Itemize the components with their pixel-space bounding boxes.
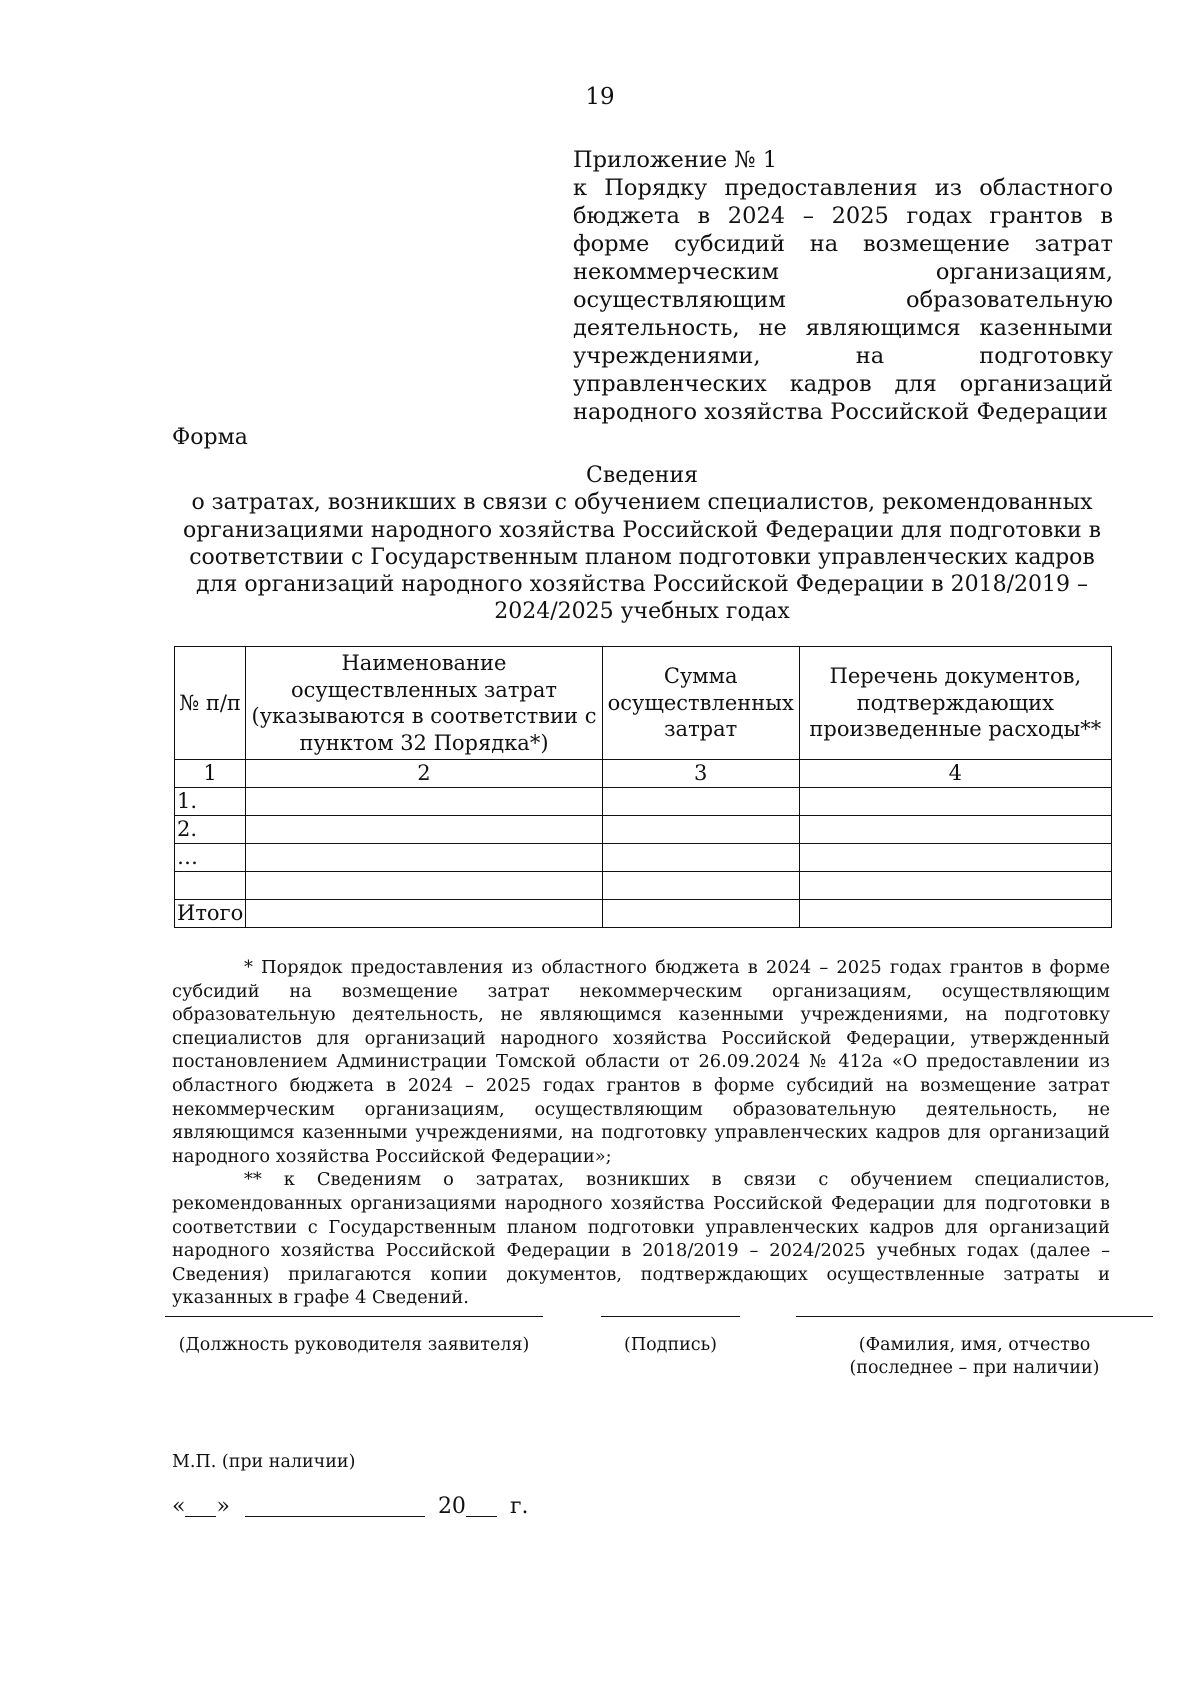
caption-signature: (Подпись) [624,1335,717,1355]
table-cell [799,900,1111,928]
document-heading [172,462,1112,626]
header-number: № п/п [175,647,246,760]
table-row [175,844,1112,872]
form-label: Форма [172,425,248,450]
header-cost-sum: Сумма осуществленных затрат [602,647,799,760]
date-year-prefix: 20 [437,1494,466,1519]
table-cell [799,816,1111,844]
appendix-title: Приложение № 1 [573,147,778,173]
table-cell [602,816,799,844]
column-number: 1 [175,760,246,788]
caption-name-line-2: (последнее – при наличии) [849,1358,1100,1378]
table-cell: 1. [175,788,246,816]
table-total-row [175,900,1112,928]
caption-name-line-1: (Фамилия, имя, отчество [858,1335,1091,1355]
table-cell [602,900,799,928]
table-row [175,872,1112,900]
caption-position: (Должность руководителя заявителя) [178,1335,530,1355]
date-year-blank[interactable] [466,1494,497,1517]
table-cell: Итого [175,900,246,928]
signature-line-signature [601,1316,740,1317]
footnotes [172,956,1110,1310]
table-cell [799,844,1111,872]
table-cell [246,900,603,928]
table-cell [602,844,799,872]
footnote-1: * Порядок предоставления из областного бюджета в 2024 – 2025 годах грантов в форме субсидий на возмещение затрат некоммерческим организациям, осуществляющим образовательную деятельность, не являющимся казенными учреждениями, на подготовку специалистов для организаций народного хозяйства Российской Федерации, утвержденный постановлением Администрации Томской области от 26.09.2024 № 412а «О предоставлении из областного бюджета в 2024 – 2025 годах грантов в форме субсидий на возмещение затрат некоммерческим организациям, осуществляющим образовательную деятельность, не являющимся казенными учреждениями, на подготовку управленческих кадров для организаций народного хозяйства Российской Федерации»; [172,957,1110,1167]
table-cell [246,816,603,844]
date-year-suffix: г. [509,1494,529,1519]
cost-table [174,646,1112,928]
date-field [172,1494,528,1519]
table-header-row [175,647,1112,760]
signature-line-name [796,1316,1153,1317]
date-month-blank[interactable] [245,1494,425,1517]
heading-title: Сведения [585,463,698,488]
header-documents: Перечень документов, подтверждающих произведенные расходы** [799,647,1111,760]
table-cell [246,872,603,900]
table-cell: 2. [175,816,246,844]
signature-line-position [165,1316,543,1317]
footnote-2: ** к Сведениям о затратах, возникших в связи с обучением специалистов, рекомендованных организациями народного хозяйства Российской Федерации для подготовки в соответствии с Государственным планом подготовки управленческих кадров для организаций народного хозяйства Российской Федерации в 2018/2019 – 2024/2025 учебных годах (далее – Сведения) прилагаются копии документов, подтверждающих осуществленные затраты и указанных в графе 4 Сведений. [172,1169,1110,1309]
page-number: 19 [585,84,615,110]
stamp-place: М.П. (при наличии) [172,1452,356,1472]
table-cell [175,872,246,900]
heading-subtitle: о затратах, возникших в связи с обучением специалистов, рекомендованных организациями народного хозяйства Российской Федерации для подготовки в соответствии с Государственным планом подготовки управленческих кадров для организаций народного хозяйства Российской Федерации в 2018/2019 – 2024/2025 учебных годах [182,490,1102,625]
column-number: 2 [246,760,603,788]
appendix-text: к Порядку предоставления из областного бюджета в 2024 – 2025 годах грантов в форме субсидий на возмещение затрат некоммерческим организациям, осуществляющим образовательную деятельность, не являющимся казенными учреждениями, на подготовку управленческих кадров для организаций народного хозяйства Российской Федерации [573,175,1113,425]
table-cell: … [175,844,246,872]
date-open-quote: « [172,1494,186,1519]
table-row [175,816,1112,844]
table-cell [799,788,1111,816]
table-cell [246,844,603,872]
caption-name [796,1334,1153,1380]
table-cell [602,872,799,900]
table-cell [602,788,799,816]
date-close-quote: » [216,1494,230,1519]
header-cost-name: Наименование осуществленных затрат (указываются в соответствии с пунктом 32 Порядка*) [246,647,603,760]
table-cell [246,788,603,816]
appendix-block [573,146,1113,426]
column-number-row [175,760,1112,788]
column-number: 4 [799,760,1111,788]
column-number: 3 [602,760,799,788]
table-row [175,788,1112,816]
table-cell [799,872,1111,900]
date-day-blank[interactable] [185,1494,216,1517]
